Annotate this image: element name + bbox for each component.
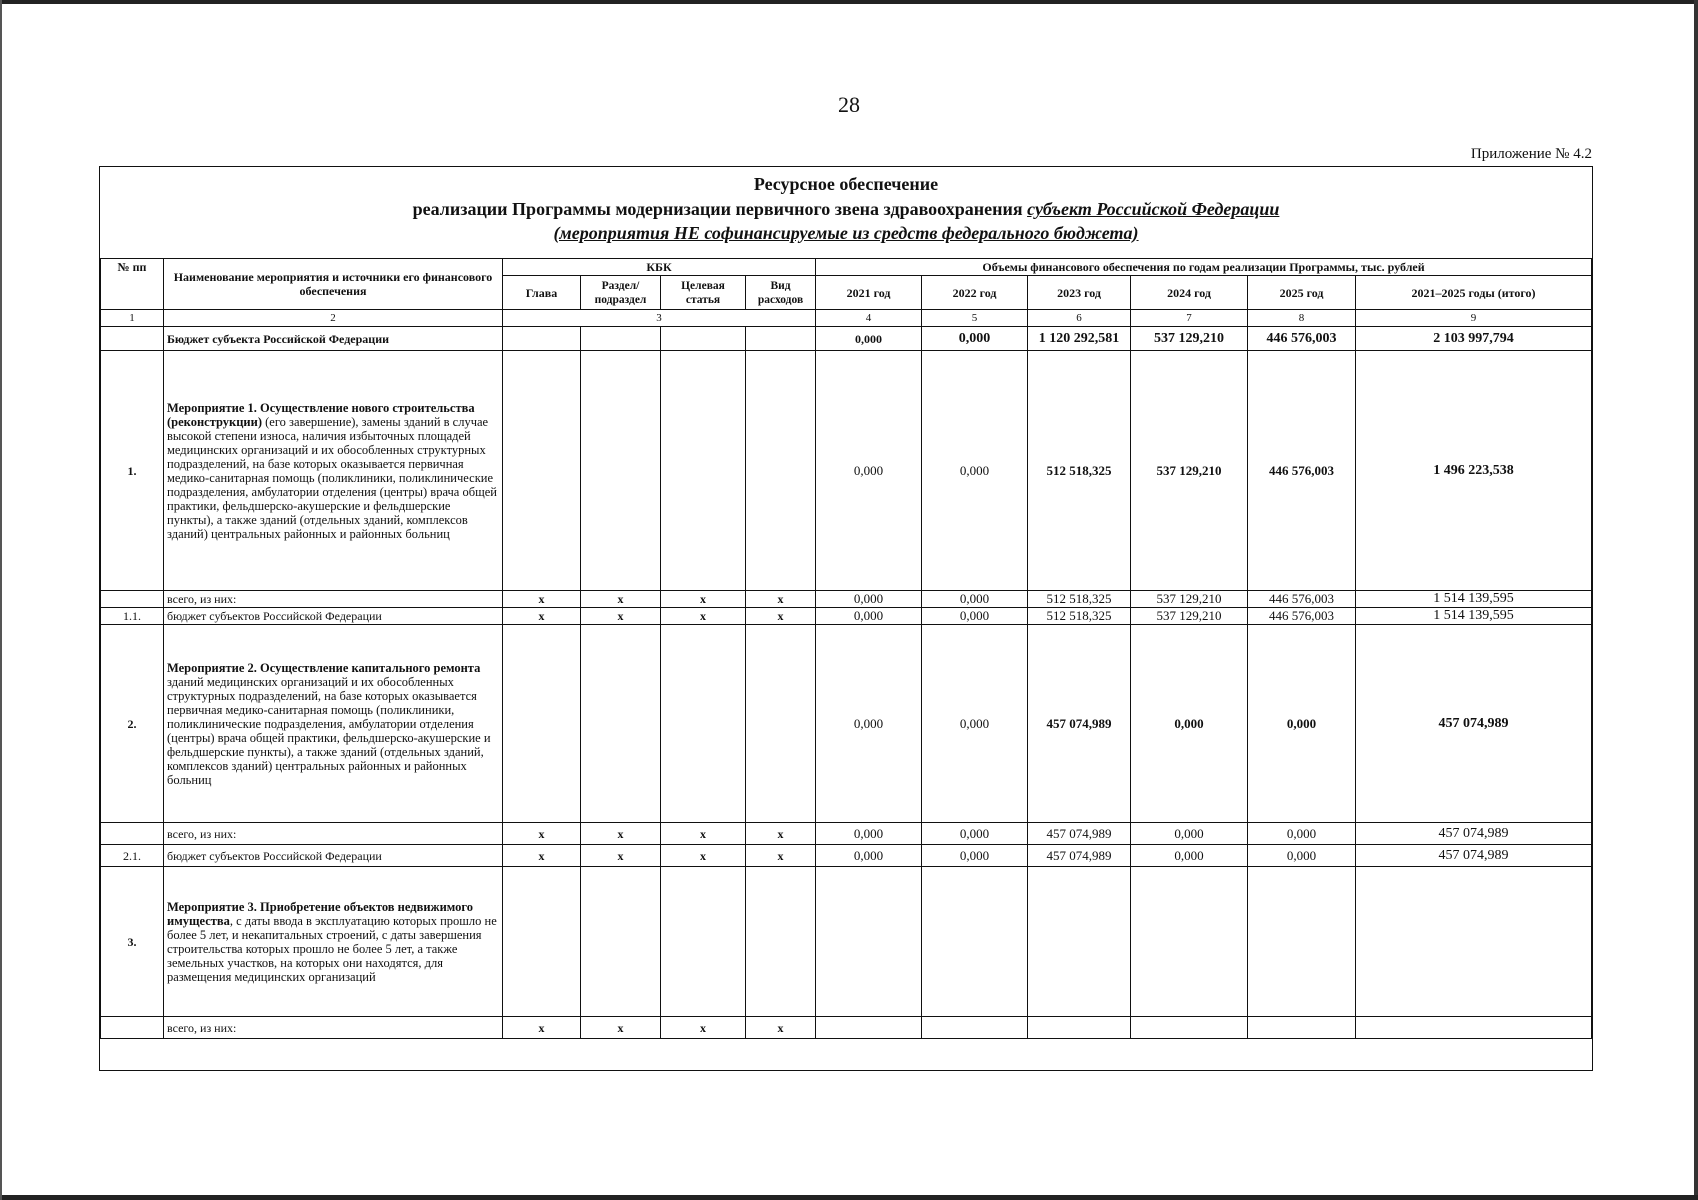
document-frame bbox=[99, 166, 1593, 1071]
measure-3-vsego-num bbox=[101, 1017, 164, 1039]
x-mark: x bbox=[746, 591, 816, 608]
measure-1-1-num: 1.1. bbox=[101, 608, 164, 625]
x-mark: x bbox=[746, 845, 816, 867]
header-2021: 2021 год bbox=[816, 276, 922, 310]
measure-1-num: 1. bbox=[101, 351, 164, 591]
measure-2-1-2022: 0,000 bbox=[922, 845, 1028, 867]
measure-1-row bbox=[101, 351, 1592, 591]
measure-2-2024: 0,000 bbox=[1131, 625, 1248, 823]
col-number: 4 bbox=[816, 310, 922, 327]
measure-2-2021: 0,000 bbox=[816, 625, 922, 823]
measure-3-name-bold: Мероприятие 3. Приобретение объектов недвижимого имущества bbox=[167, 899, 474, 928]
measure-2-2022: 0,000 bbox=[922, 625, 1028, 823]
kbk-cell bbox=[581, 867, 661, 1017]
x-mark: x bbox=[661, 845, 746, 867]
measure-1-2023: 512 518,325 bbox=[1028, 351, 1131, 591]
measure-1-vsego-total: 1 514 139,595 bbox=[1356, 591, 1592, 608]
kbk-cell bbox=[746, 625, 816, 823]
x-mark: x bbox=[503, 845, 581, 867]
measure-1-vsego-2025: 446 576,003 bbox=[1248, 591, 1356, 608]
header-razdel-text: Раздел/ подраздел bbox=[594, 279, 647, 306]
header-name: Наименование мероприятия и источники его финансового обеспечения bbox=[164, 259, 503, 310]
scan-edge-right bbox=[1694, 0, 1698, 1200]
x-mark: x bbox=[581, 823, 661, 845]
header-volumes: Объемы финансового обеспечения по годам реализации Программы, тыс. рублей bbox=[816, 259, 1592, 276]
kbk-cell bbox=[581, 625, 661, 823]
value-cell bbox=[816, 867, 922, 1017]
budget-2025: 446 576,003 bbox=[1248, 327, 1356, 351]
header-row-1 bbox=[101, 259, 1592, 276]
measure-2-name bbox=[164, 625, 503, 823]
measure-1-1-2021: 0,000 bbox=[816, 608, 922, 625]
measure-1-1-total: 1 514 139,595 bbox=[1356, 608, 1592, 625]
value-cell bbox=[922, 1017, 1028, 1039]
header-razdel bbox=[581, 276, 661, 310]
measure-1-vsego-2024: 537 129,210 bbox=[1131, 591, 1248, 608]
measure-3-row bbox=[101, 867, 1592, 1017]
measure-1-1-2024: 537 129,210 bbox=[1131, 608, 1248, 625]
measure-3-name bbox=[164, 867, 503, 1017]
x-mark: x bbox=[503, 608, 581, 625]
value-cell bbox=[1028, 867, 1131, 1017]
measure-1-1-row bbox=[101, 608, 1592, 625]
budget-row bbox=[101, 327, 1592, 351]
budget-2023: 1 120 292,581 bbox=[1028, 327, 1131, 351]
kbk-cell bbox=[503, 351, 581, 591]
budget-name: Бюджет субъекта Российской Федерации bbox=[164, 327, 503, 351]
measure-1-total: 1 496 223,538 bbox=[1356, 351, 1592, 591]
measure-2-vsego-num bbox=[101, 823, 164, 845]
kbk-cell bbox=[503, 327, 581, 351]
value-cell bbox=[1356, 867, 1592, 1017]
col-number: 9 bbox=[1356, 310, 1592, 327]
measure-3-vsego-name: всего, из них: bbox=[164, 1017, 503, 1039]
measure-2-vsego-2024: 0,000 bbox=[1131, 823, 1248, 845]
measure-1-vsego-row bbox=[101, 591, 1592, 608]
header-num: № пп bbox=[101, 259, 164, 310]
measure-3-vsego-row bbox=[101, 1017, 1592, 1039]
value-cell bbox=[1248, 867, 1356, 1017]
measure-2-2025: 0,000 bbox=[1248, 625, 1356, 823]
measure-1-1-2022: 0,000 bbox=[922, 608, 1028, 625]
measure-1-2025: 446 576,003 bbox=[1248, 351, 1356, 591]
title-subject: субъект Российской Федерации bbox=[1027, 199, 1280, 219]
appendix-label: Приложение № 4.2 bbox=[1470, 146, 1592, 162]
measure-2-1-name: бюджет субъектов Российской Федерации bbox=[164, 845, 503, 867]
budget-2021: 0,000 bbox=[816, 327, 922, 351]
kbk-cell bbox=[661, 867, 746, 1017]
measure-1-2021: 0,000 bbox=[816, 351, 922, 591]
page-number: 28 bbox=[838, 92, 860, 117]
value-cell bbox=[1131, 1017, 1248, 1039]
value-cell bbox=[1028, 1017, 1131, 1039]
measure-3-num: 3. bbox=[101, 867, 164, 1017]
col-number: 1 bbox=[101, 310, 164, 327]
x-mark: x bbox=[581, 591, 661, 608]
measure-2-1-2021: 0,000 bbox=[816, 845, 922, 867]
kbk-cell bbox=[581, 351, 661, 591]
measure-2-1-2024: 0,000 bbox=[1131, 845, 1248, 867]
title-line-3: (мероприятия НЕ софинансируемые из средств федерального бюджета) bbox=[553, 223, 1139, 243]
measure-1-vsego-2023: 512 518,325 bbox=[1028, 591, 1131, 608]
header-glava: Глава bbox=[503, 276, 581, 310]
measure-1-vsego-name: всего, из них: bbox=[164, 591, 503, 608]
measure-1-vsego-2021: 0,000 bbox=[816, 591, 922, 608]
measure-1-vsego-num bbox=[101, 591, 164, 608]
measure-1-1-2025: 446 576,003 bbox=[1248, 608, 1356, 625]
measure-2-vsego-2021: 0,000 bbox=[816, 823, 922, 845]
measure-2-1-2023: 457 074,989 bbox=[1028, 845, 1131, 867]
measure-2-1-total: 457 074,989 bbox=[1356, 845, 1592, 867]
resource-table bbox=[100, 258, 1592, 1039]
title-line-2 bbox=[100, 197, 1592, 221]
measure-2-vsego-row bbox=[101, 823, 1592, 845]
budget-total: 2 103 997,794 bbox=[1356, 327, 1592, 351]
measure-2-vsego-name: всего, из них: bbox=[164, 823, 503, 845]
value-cell bbox=[1356, 1017, 1592, 1039]
value-cell bbox=[816, 1017, 922, 1039]
measure-2-total: 457 074,989 bbox=[1356, 625, 1592, 823]
budget-num bbox=[101, 327, 164, 351]
title-block bbox=[100, 167, 1592, 245]
value-cell bbox=[1248, 1017, 1356, 1039]
scan-edge-top bbox=[0, 0, 1698, 4]
measure-2-vsego-2025: 0,000 bbox=[1248, 823, 1356, 845]
measure-2-1-2025: 0,000 bbox=[1248, 845, 1356, 867]
measure-2-vsego-2023: 457 074,989 bbox=[1028, 823, 1131, 845]
measure-2-num: 2. bbox=[101, 625, 164, 823]
col-number: 8 bbox=[1248, 310, 1356, 327]
kbk-cell bbox=[503, 625, 581, 823]
header-2023: 2023 год bbox=[1028, 276, 1131, 310]
kbk-cell bbox=[661, 327, 746, 351]
title-line-1: Ресурсное обеспечение bbox=[753, 174, 939, 194]
measure-2-name-bold: Мероприятие 2. Осуществление капитального ремонта bbox=[167, 660, 481, 675]
measure-2-1-num: 2.1. bbox=[101, 845, 164, 867]
measure-3-name-rest: , с даты ввода в эксплуатацию которых прошло не более 5 лет, и некапитальных строений, с даты завершения строительства которых прошло не более 5 лет, а также земельных участков, на которых они находятся, для размещения медицинских организаций bbox=[167, 913, 497, 984]
title-line-2-text: реализации Программы модернизации первичного звена здравоохранения bbox=[412, 199, 1028, 219]
value-cell bbox=[1131, 867, 1248, 1017]
kbk-cell bbox=[661, 625, 746, 823]
col-number: 6 bbox=[1028, 310, 1131, 327]
measure-1-name-rest: (его завершение), замены зданий в случае высокой степени износа, наличия избыточных площадей медицинских организаций и их обособленных структурных подразделений, на базе которых оказывается первичная медико-санитарная помощь (поликлиники, поликлинические подразделения, амбулатории отделения (центры) врача общей практики, фельдшерско-акушерские и фельдшерские пункты), а также зданий (отдельных зданий, комплексов зданий) центральных районных и районных больниц bbox=[167, 414, 497, 541]
x-mark: x bbox=[581, 845, 661, 867]
header-celevaya: Целевая статья bbox=[661, 276, 746, 310]
col-number: 2 bbox=[164, 310, 503, 327]
x-mark: x bbox=[581, 1017, 661, 1039]
measure-1-name-bold: Мероприятие 1. Осуществление нового строительства (реконструкции) bbox=[167, 400, 475, 429]
measure-1-1-2023: 512 518,325 bbox=[1028, 608, 1131, 625]
x-mark: x bbox=[746, 1017, 816, 1039]
x-mark: x bbox=[503, 1017, 581, 1039]
kbk-cell bbox=[746, 351, 816, 591]
header-vid: Вид расходов bbox=[746, 276, 816, 310]
kbk-cell bbox=[581, 327, 661, 351]
measure-2-2023: 457 074,989 bbox=[1028, 625, 1131, 823]
kbk-cell bbox=[503, 867, 581, 1017]
x-mark: x bbox=[746, 608, 816, 625]
measure-1-name bbox=[164, 351, 503, 591]
x-mark: x bbox=[581, 608, 661, 625]
x-mark: x bbox=[661, 823, 746, 845]
x-mark: x bbox=[661, 1017, 746, 1039]
value-cell bbox=[922, 867, 1028, 1017]
kbk-cell bbox=[746, 327, 816, 351]
col-number: 3 bbox=[503, 310, 816, 327]
header-total: 2021–2025 годы (итого) bbox=[1356, 276, 1592, 310]
measure-1-2022: 0,000 bbox=[922, 351, 1028, 591]
budget-2022: 0,000 bbox=[922, 327, 1028, 351]
measure-2-vsego-2022: 0,000 bbox=[922, 823, 1028, 845]
scan-edge-bottom bbox=[0, 1195, 1698, 1200]
kbk-cell bbox=[746, 867, 816, 1017]
col-number: 5 bbox=[922, 310, 1028, 327]
x-mark: x bbox=[503, 823, 581, 845]
x-mark: x bbox=[746, 823, 816, 845]
header-2025: 2025 год bbox=[1248, 276, 1356, 310]
measure-2-name-rest: зданий медицинских организаций и их обособленных структурных подразделений, на базе которых оказывается первичная медико-санитарная помощь (поликлиники, поликлинические подразделения, амбулатории отделения (центры) врача общей практики, фельдшерско-акушерские и фельдшерские пункты), а также зданий (отдельных зданий, комплексов зданий) центральных районных и районных больниц bbox=[167, 674, 491, 787]
col-number: 7 bbox=[1131, 310, 1248, 327]
x-mark: x bbox=[661, 608, 746, 625]
measure-1-vsego-2022: 0,000 bbox=[922, 591, 1028, 608]
measure-1-2024: 537 129,210 bbox=[1131, 351, 1248, 591]
budget-2024: 537 129,210 bbox=[1131, 327, 1248, 351]
header-2022: 2022 год bbox=[922, 276, 1028, 310]
x-mark: x bbox=[503, 591, 581, 608]
header-2024: 2024 год bbox=[1131, 276, 1248, 310]
measure-2-row bbox=[101, 625, 1592, 823]
column-number-row bbox=[101, 310, 1592, 327]
kbk-cell bbox=[661, 351, 746, 591]
measure-1-1-name: бюджет субъектов Российской Федерации bbox=[164, 608, 503, 625]
measure-2-vsego-total: 457 074,989 bbox=[1356, 823, 1592, 845]
scan-edge-left bbox=[0, 0, 2, 1200]
x-mark: x bbox=[661, 591, 746, 608]
measure-2-1-row bbox=[101, 845, 1592, 867]
header-kbk: КБК bbox=[503, 259, 816, 276]
